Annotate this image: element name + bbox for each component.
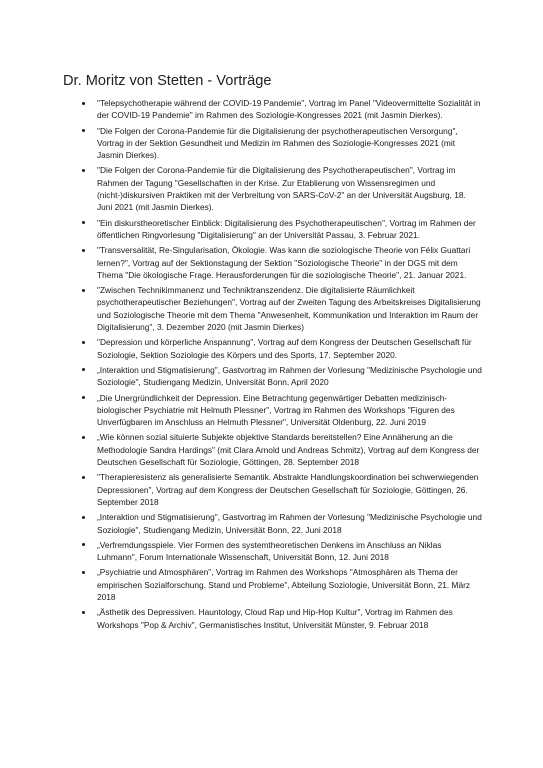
- list-item: „Interaktion und Stigmatisierung", Gastvortrag im Rahmen der Vorlesung "Medizinische Psychologie und Soziologie", Studiengang Medizin, Universität Bonn, April 2020: [97, 364, 482, 388]
- list-item: "Depression und körperliche Anspannung", Vortrag auf dem Kongress der Deutschen Gesellschaft für Soziologie, Sektion Soziologie des Körpers und des Sports, 17. September 2020.: [97, 336, 482, 361]
- list-item: "Telepsychotherapie während der COVID-19 Pandemie", Vortrag im Panel "Videovermittelte Sozialität in der COVID-19 Pandemie" im Rahmen des Soziologie-Kongresses 2021 (mit Jasmin Dierkes).: [97, 98, 481, 121]
- list-item: "Zwischen Technikimmanenz und Techniktranszendenz. Die digitalisierte Räumlichkeit psychotherapeutischer Beziehungen", Vortrag auf der Zweiten Tagung des Arbeitskreises Digitalisierung und Soziologische Theorie mit dem Thema "Anwesenheit, Kommunikation und Interaktion im Raum der Digitalisierung", 3. Dezember 2020 (mit Jasmin Dierkes): [97, 285, 481, 333]
- list-item: „Interaktion und Stigmatisierung", Gastvortrag im Rahmen der Vorlesung "Medizinische Psychologie und Soziologie", Studiengang Medizin, Universität Bonn, 22. Juni 2018: [97, 512, 482, 535]
- list-item: „Verfremdungsspiele. Vier Formen des systemtheoretischen Denkens im Anschluss an Niklas Luhmann", Forum Internationale Wissenschaft, Universität Bonn, 12. Juni 2018: [97, 539, 482, 564]
- list-item: "Transversalität, Re-Singularisation, Ökologie. Was kann die soziologische Theorie von Félix Guattari lernen?", Vortrag auf der Sektionstagung der Sektion "Soziologische Theorie" in der DGS mit dem Thema "Die ökologische Frage. Herausforderungen für die soziologische Theorie", 21. Januar 2021.: [97, 244, 482, 281]
- list-item: „Ästhetik des Depressiven. Hauntology, Cloud Rap und Hip-Hop Kultur", Vortrag im Rahmen des Workshops "Pop & Archiv", Germanistisches Institut, Universität Münster, 9. Februar 2018: [97, 606, 482, 631]
- list-item: "Die Folgen der Corona-Pandemie für die Digitalisierung der psychotherapeutischen Versorgung", Vortrag in der Sektion Gesundheit und Medizin im Rahmen des Soziologie-Kongresses 2021 (mit Jasmin Dierkes).: [97, 125, 482, 162]
- list-item: „Wie können sozial situierte Subjekte objektive Standards bereitstellen? Eine Annäherung an die Methodologie Sandra Hardings" (mit Clara Arnold und Andreas Schmitz), Vortrag auf dem Kongress der Deutschen Gesellschaft für Soziologie, Göttingen, 28. September 2018: [97, 431, 482, 468]
- page-title: Dr. Moritz von Stetten - Vorträge: [63, 73, 272, 89]
- list-item: „Psychiatrie und Atmosphären", Vortrag im Rahmen des Workshops "Atmosphären als Thema der empirischen Sozialforschung. Stand und Probleme", Abteilung Soziologie, Universität Bonn, 21. März 2018: [97, 566, 482, 603]
- talks-list: [97, 97, 482, 634]
- list-item: "Ein diskurstheoretischer Einblick: Digitalisierung des Psychotherapeutischen", Vortrag im Rahmen der öffentlichen Ringvorlesung "Digitalisierung" an der Universität Passau, 3. Februar 2021.: [97, 217, 482, 242]
- list-item: „Die Unergründlichkeit der Depression. Eine Betrachtung gegenwärtiger Debatten medizinisch-biologischer Psychiatrie mit Helmuth Plessner", Vortrag im Rahmen des Workshops "Figuren des Unverfügbaren im Anschluss an Helmuth Plessner", Universität Oldenburg, 22. Juni 2019: [97, 392, 482, 429]
- list-item: "Therapieresistenz als generalisierte Semantik. Abstrakte Handlungskoordination bei schwerwiegenden Depressionen", Vortrag auf dem Kongress der Deutschen Gesellschaft für Soziologie, Göttingen, 26. September 2018: [97, 471, 482, 508]
- list-item: "Die Folgen der Corona-Pandemie für die Digitalisierung des Psychotherapeutischen", Vortrag im Rahmen der Tagung "Gesellschaften in der Krise. Zur Etablierung von Wissensregimen und (nicht-)diskursiven Praktiken mit der Verbreitung von SARS-CoV-2" an der Universität Augsburg, 18. Juni 2021 (mit Jasmin Dierkes).: [97, 164, 482, 213]
